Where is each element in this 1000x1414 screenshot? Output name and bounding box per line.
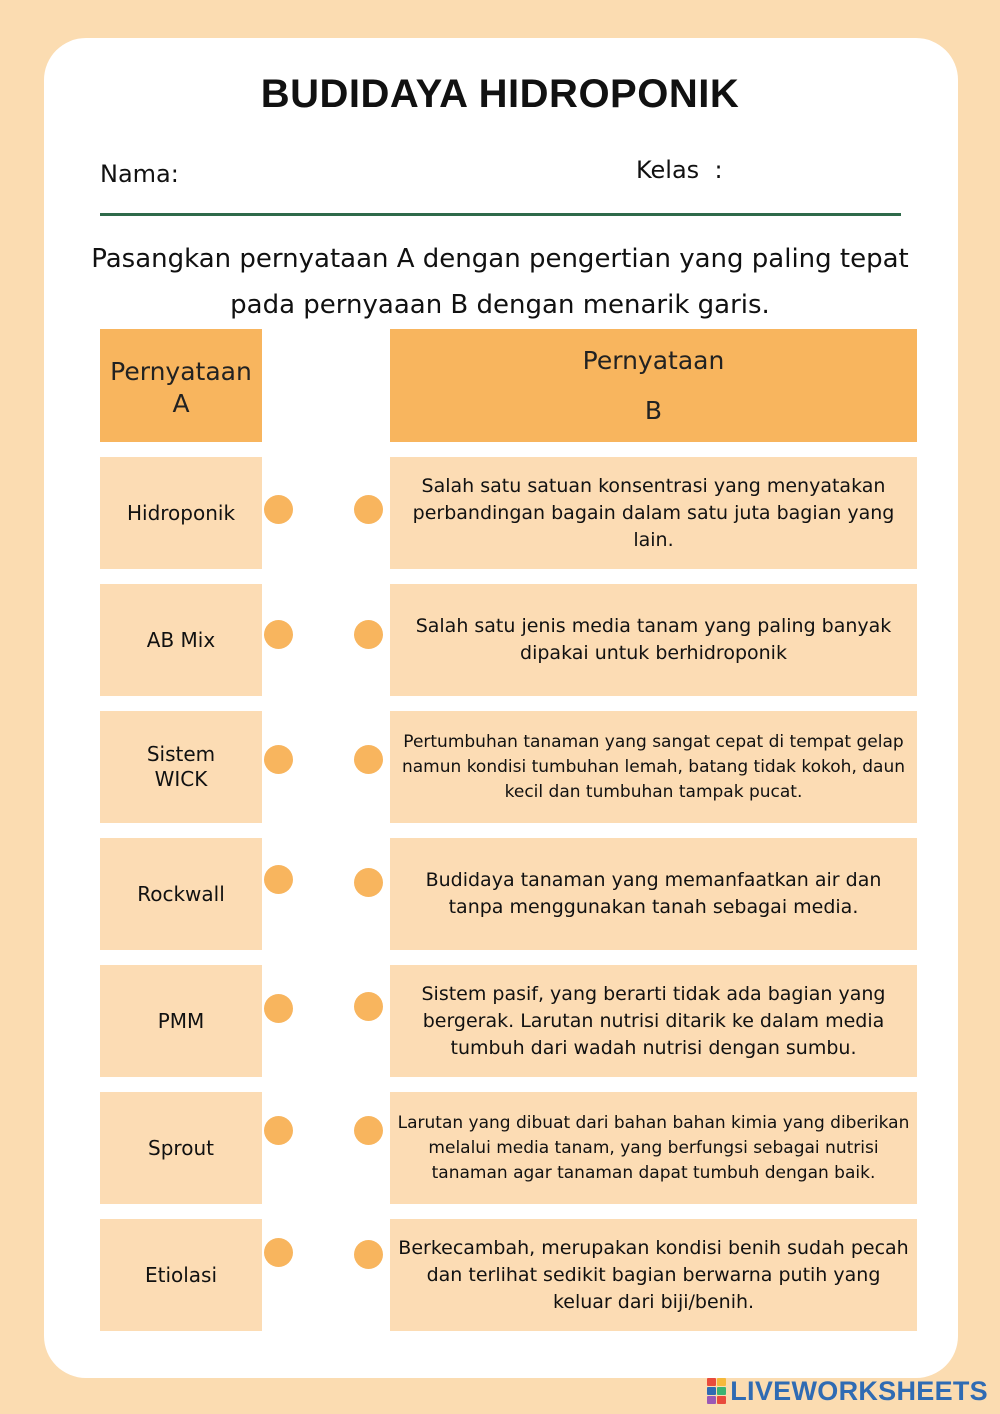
statement-a-item: Sistem WICK — [100, 711, 262, 823]
statement-a-item: PMM — [100, 965, 262, 1077]
statement-a-item: Rockwall — [100, 838, 262, 950]
page-title: BUDIDAYA HIDROPONIK — [260, 72, 740, 116]
brand-text: LIVEWORKSHEETS — [730, 1375, 988, 1406]
statement-a-item: Etiolasi — [100, 1219, 262, 1331]
statement-b-item: Salah satu satuan konsentrasi yang menyatakan perbandingan bagain dalam satu juta bagian yang lain. — [390, 457, 917, 569]
match-dot-a[interactable] — [264, 495, 293, 524]
statement-a-item: Sprout — [100, 1092, 262, 1204]
match-dot-a[interactable] — [264, 865, 293, 894]
match-dot-a[interactable] — [264, 620, 293, 649]
statement-a-item: AB Mix — [100, 584, 262, 696]
statement-b-item: Salah satu jenis media tanam yang paling banyak dipakai untuk berhidroponik — [390, 584, 917, 696]
match-dot-b[interactable] — [354, 1116, 383, 1145]
liveworksheets-brand[interactable] — [707, 1375, 988, 1407]
statement-a-item: Hidroponik — [100, 457, 262, 569]
statement-b-item: Budidaya tanaman yang memanfaatkan air dan tanpa menggunakan tanah sebagai media. — [390, 838, 917, 950]
class-label: Kelas : — [636, 156, 723, 184]
match-dot-a[interactable] — [264, 994, 293, 1023]
instruction-text: Pasangkan pernyataan A dengan pengertian yang paling tepat pada pernyaaan B dengan menarik garis. — [91, 244, 909, 320]
name-label: Nama: — [100, 160, 179, 188]
header-pernyataan-a: Pernyataan A — [100, 329, 262, 442]
statement-b-item: Pertumbuhan tanaman yang sangat cepat di tempat gelap namun kondisi tumbuhan lemah, batang tidak kokoh, daun kecil dan tumbuhan tampak pucat. — [390, 711, 917, 823]
match-dot-a[interactable] — [264, 1238, 293, 1267]
match-dot-a[interactable] — [264, 1116, 293, 1145]
match-dot-b[interactable] — [354, 745, 383, 774]
match-dot-a[interactable] — [264, 745, 293, 774]
liveworksheets-logo-icon — [707, 1378, 726, 1404]
match-dot-b[interactable] — [354, 992, 383, 1021]
statement-b-item: Sistem pasif, yang berarti tidak ada bagian yang bergerak. Larutan nutrisi ditarik ke dalam media tumbuh dari wadah nutrisi dengan sumbu. — [390, 965, 917, 1077]
match-dot-b[interactable] — [354, 1240, 383, 1269]
header-pernyataan-b: Pernyataan B — [390, 329, 917, 442]
statement-b-item: Larutan yang dibuat dari bahan bahan kimia yang diberikan melalui media tanam, yang berfungsi sebagai nutrisi tanaman agar tanaman dapat tumbuh dengan baik. — [390, 1092, 917, 1204]
match-dot-b[interactable] — [354, 495, 383, 524]
statement-b-item: Berkecambah, merupakan kondisi benih sudah pecah dan terlihat sedikit bagian berwarna putih yang keluar dari biji/benih. — [390, 1219, 917, 1331]
match-dot-b[interactable] — [354, 620, 383, 649]
match-dot-b[interactable] — [354, 868, 383, 897]
divider-line — [100, 213, 901, 216]
